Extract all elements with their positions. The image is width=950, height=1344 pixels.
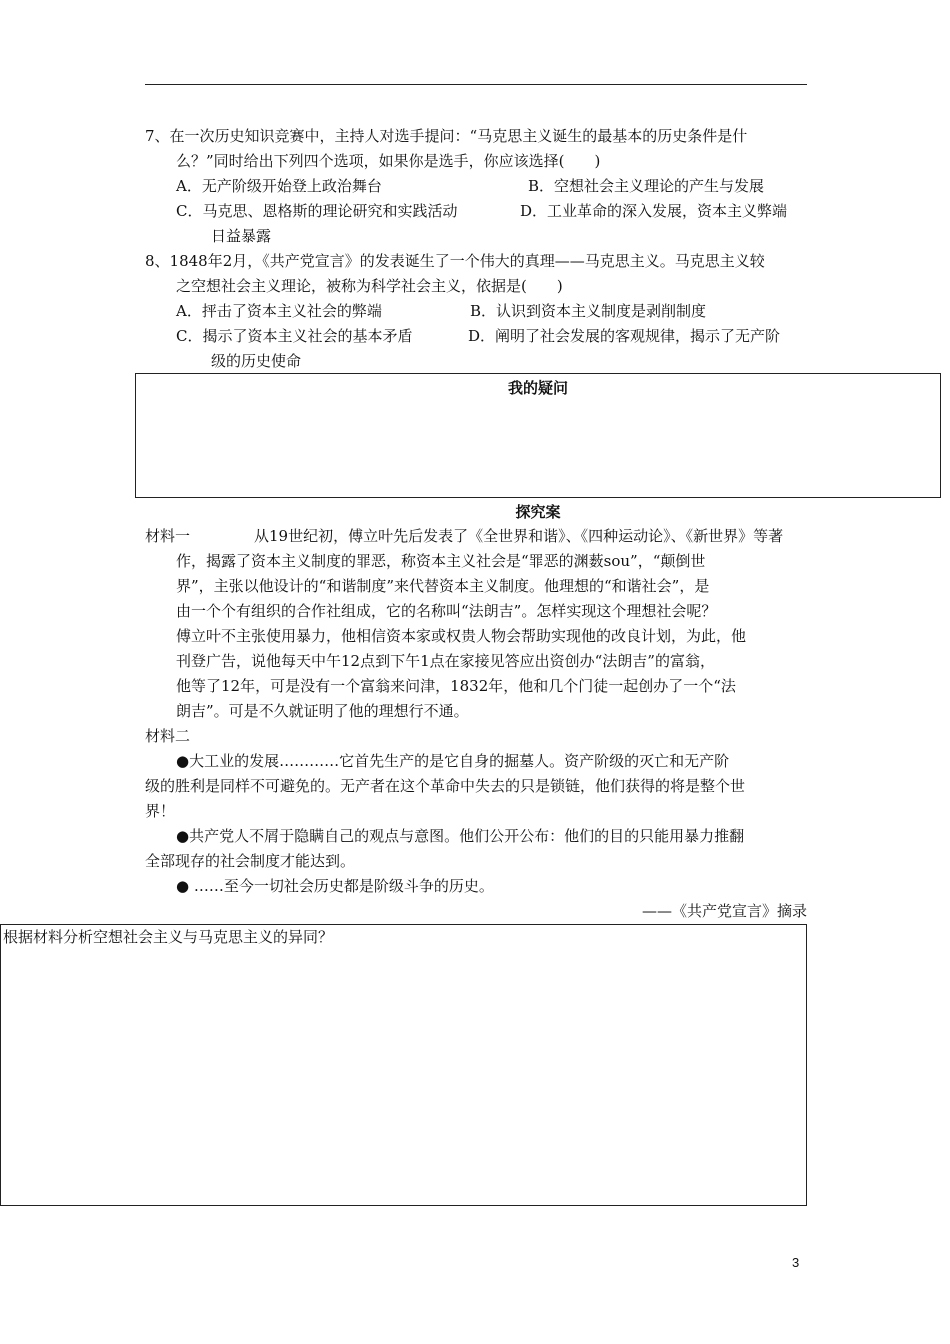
material2-label: 材料二 [145,727,191,745]
q8-option-b: B．认识到资本主义制度是剥削制度 [470,302,707,320]
q7-option-d: D．工业革命的深入发展，资本主义弊端 [520,202,788,220]
q8-option-d: D．阐明了社会发展的客观规律，揭示了无产阶 [468,327,781,345]
material2-quote1-line1: ●大工业的发展…………它首先生产的是它自身的掘墓人。资产阶级的灭亡和无产阶 [176,752,730,770]
q8-option-a: A．抨击了资本主义社会的弊端 [176,302,382,320]
q8-stem-line1: 8、1848年2月，《共产党宣言》的发表诞生了一个伟大的真理——马克思主义。马克思主义较 [145,252,765,270]
q7-stem-line2: 么？”同时给出下列四个选项，如果你是选手，你应该选择( ) [176,152,601,170]
q7-option-b: B．空想社会主义理论的产生与发展 [528,177,765,195]
material2-quote2-line2: 全部现存的社会制度才能达到。 [145,852,356,870]
material2-quote1-line3: 界！ [145,802,176,820]
material1-line: 朗吉”。可是不久就证明了他的理想行不通。 [176,702,469,720]
material1-line: 刊登广告，说他每天中午12点到下午1点在家接见答应出资创办“法朗吉”的富翁， [176,652,715,670]
q7-option-a: A．无产阶级开始登上政治舞台 [176,177,382,195]
answer-box-prompt: 根据材料分析空想社会主义与马克思主义的异同？ [3,928,334,946]
q8-option-d-cont: 级的历史使命 [211,352,302,370]
section-title: 探究案 [515,503,561,521]
q7-option-d-cont: 日益暴露 [211,227,272,245]
q8-option-c: C．揭示了资本主义社会的基本矛盾 [176,327,413,345]
q7-stem-line1: 7、在一次历史知识竞赛中，主持人对选手提问：“马克思主义诞生的最基本的历史条件是什 [145,127,748,145]
material1-line: 作，揭露了资本主义制度的罪恶，称资本主义社会是“罪恶的渊薮sou”，“颠倒世 [176,552,706,570]
page-number: 3 [792,1255,800,1270]
material1-line: 从19世纪初，傅立叶先后发表了《全世界和谐》、《四种运动论》、《新世界》等著 [254,527,784,545]
material2-source: ——《共产党宣言》摘录 [641,902,807,920]
my-questions-box[interactable] [135,373,941,498]
material2-quote2-line1: ●共产党人不屑于隐瞒自己的观点与意图。他们公开公布：他们的目的只能用暴力推翻 [176,827,745,845]
material1-line: 傅立叶不主张使用暴力，他相信资本家或权贵人物会帮助实现他的改良计划，为此，他 [176,627,747,645]
material1-line: 他等了12年，可是没有一个富翁来问津，1832年，他和几个门徒一起创办了一个“法 [176,677,736,695]
material2-quote3: ● ……至今一切社会历史都是阶级斗争的历史。 [176,877,494,895]
material2-quote1-line2: 级的胜利是同样不可避免的。无产者在这个革命中失去的只是锁链，他们获得的将是整个世 [145,777,746,795]
material1-label: 材料一 [145,527,191,545]
q8-stem-line2: 之空想社会主义理论，被称为科学社会主义，依据是( ) [176,277,563,295]
material1-line: 由一个个有组织的合作社组成，它的名称叫“法朗吉”。怎样实现这个理想社会呢？ [176,602,717,620]
material1-line: 界”，主张以他设计的“和谐制度”来代替资本主义制度。他理想的“和谐社会”，是 [176,577,710,595]
q7-option-c: C．马克思、恩格斯的理论研究和实践活动 [176,202,458,220]
header-rule [145,84,807,85]
my-questions-title: 我的疑问 [507,379,568,397]
answer-box[interactable] [0,924,807,1206]
